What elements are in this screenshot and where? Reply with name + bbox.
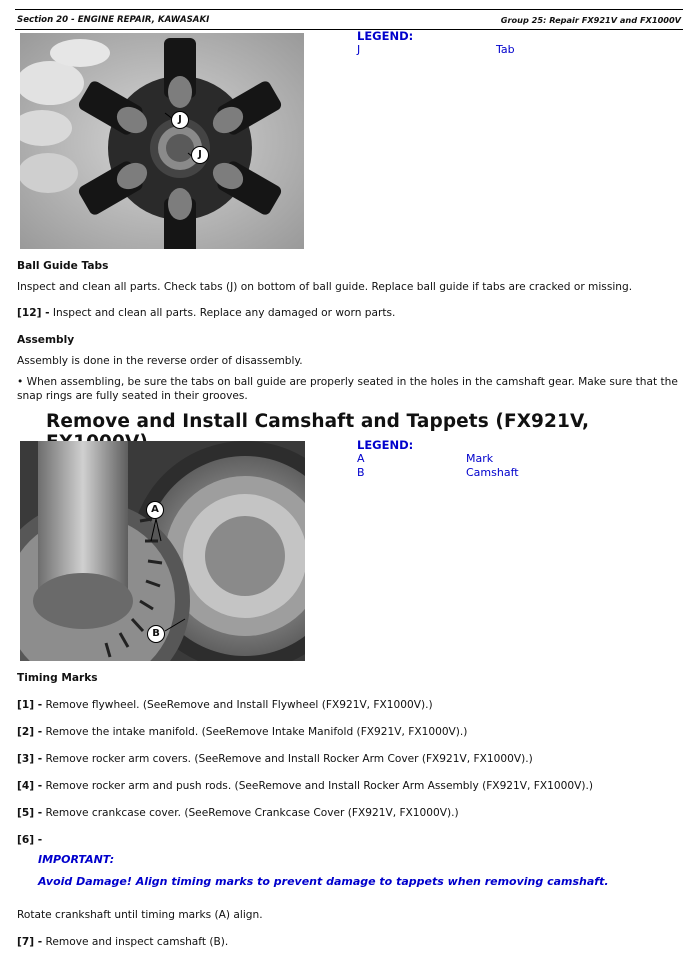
legend-key: J [357, 43, 361, 56]
legend-value: Camshaft [466, 466, 519, 479]
legend-title: LEGEND: [357, 29, 414, 43]
legend-key: A [357, 452, 365, 465]
step-text: Remove rocker arm and push rods. (SeeRemove and Install Rocker Arm Assembly (FX921V, FX1000V).) [42, 780, 593, 792]
step-2 [17, 725, 467, 739]
assembly-bullet-line1: • When assembling, be sure the tabs on ball guide are properly seated in the holes in the camshaft gear. Make sure that the [17, 376, 678, 388]
callout-b: B [147, 625, 165, 643]
step-text: Remove and inspect camshaft (B). [42, 936, 229, 948]
step-3 [17, 752, 533, 766]
callout-j-2: J [191, 146, 209, 164]
ball-guide-heading: Ball Guide Tabs [17, 260, 109, 272]
step-text: Remove the intake manifold. (SeeRemove Intake Manifold (FX921V, FX1000V).) [42, 726, 468, 738]
rotate-text: Rotate crankshaft until timing marks (A) align. [17, 909, 263, 921]
step-number: [12] - [17, 307, 50, 319]
section-title: Remove and Install Camshaft and Tappets (FX921V, [46, 411, 590, 432]
step-7 [17, 935, 228, 949]
ball-guide-photo [20, 33, 304, 249]
callout-a: A [146, 501, 164, 519]
step-number: [2] - [17, 726, 43, 738]
header-section: Section 20 - ENGINE REPAIR, KAWASAKI [17, 14, 210, 25]
legend-row [357, 452, 657, 466]
legend-row [357, 466, 657, 480]
step-number: [6] - [17, 834, 43, 846]
camshaft-photo [20, 441, 305, 661]
step-12 [17, 306, 395, 320]
assembly-bullet-line2: snap rings are fully seated in their grooves. [17, 390, 248, 402]
callout-j-1: J [171, 111, 189, 129]
step-1 [17, 698, 433, 712]
legend-row [357, 43, 657, 57]
legend-value: Tab [496, 43, 515, 56]
step-text: Remove flywheel. (SeeRemove and Install Flywheel (FX921V, FX1000V).) [42, 699, 433, 711]
legend-value: Mark [466, 452, 494, 465]
legend-key: B [357, 466, 365, 479]
page-header [15, 9, 683, 30]
step-number: [7] - [17, 936, 43, 948]
step-text: Remove rocker arm covers. (SeeRemove and Install Rocker Arm Cover (FX921V, FX1000V).) [42, 753, 533, 765]
step-5 [17, 806, 459, 820]
legend-figure1 [357, 29, 657, 57]
step-number: [1] - [17, 699, 43, 711]
legend-title: LEGEND: [357, 438, 414, 452]
step-number: [5] - [17, 807, 43, 819]
assembly-text: Assembly is done in the reverse order of disassembly. [17, 355, 303, 367]
header-group: Group 25: Repair FX921V and FX1000V [500, 14, 681, 25]
step-number: [3] - [17, 753, 43, 765]
important-label: IMPORTANT: [38, 853, 115, 866]
step-text: Remove crankcase cover. (SeeRemove Crankcase Cover (FX921V, FX1000V).) [42, 807, 459, 819]
legend-figure2 [357, 438, 657, 480]
important-text: Avoid Damage! Align timing marks to prevent damage to tappets when removing camshaft. [38, 875, 609, 888]
step-6 [17, 833, 42, 847]
assembly-heading: Assembly [17, 334, 75, 346]
ball-guide-text: Inspect and clean all parts. Check tabs (J) on bottom of ball guide. Replace ball guide if tabs are cracked or missing. [17, 281, 633, 293]
timing-heading: Timing Marks [17, 672, 98, 684]
step-text: Inspect and clean all parts. Replace any damaged or worn parts. [49, 307, 396, 319]
step-number: [4] - [17, 780, 43, 792]
step-4 [17, 779, 593, 793]
